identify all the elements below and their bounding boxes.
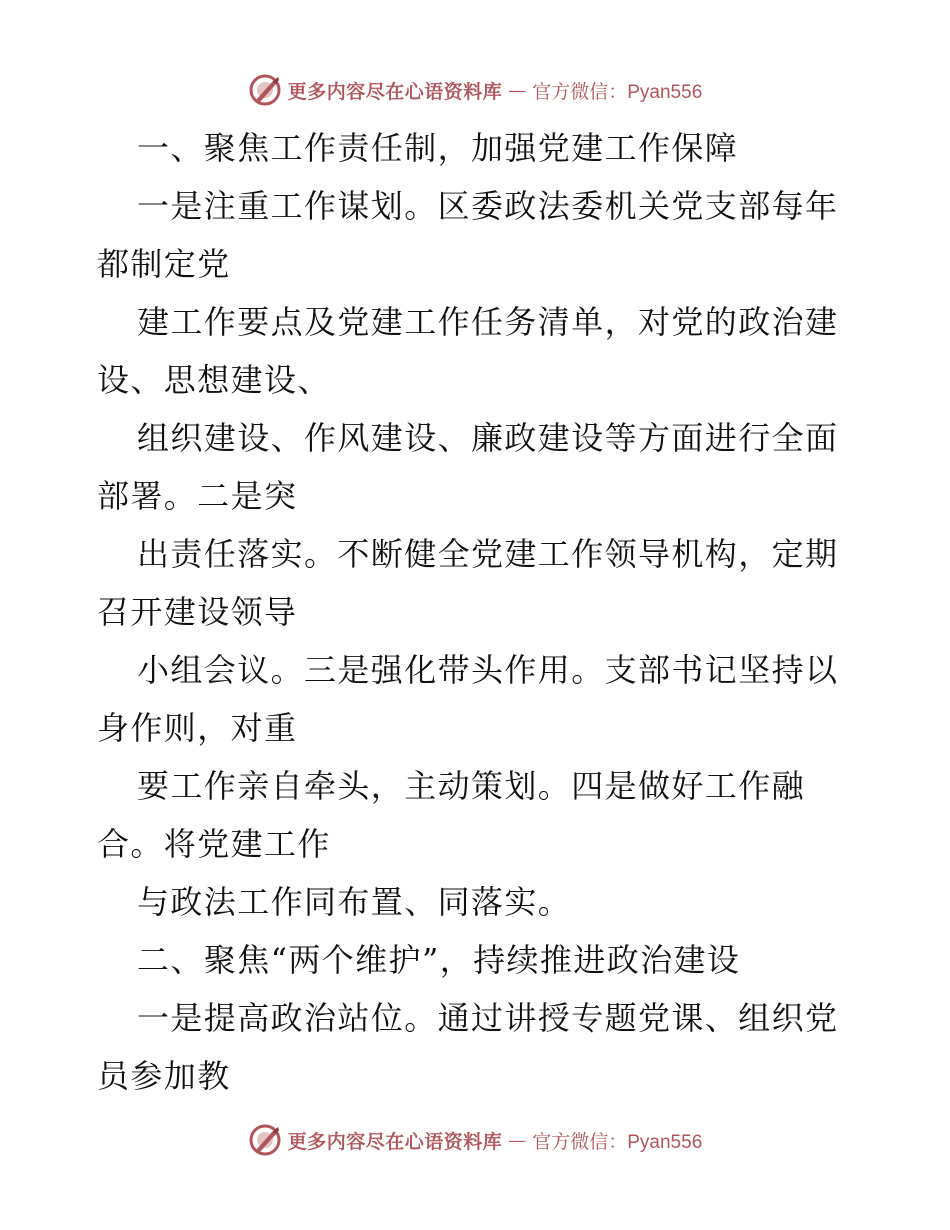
header-banner-separator: — <box>508 79 527 101</box>
footer-banner-text: 更多内容尽在心语资料库 <box>287 1130 503 1153</box>
paragraph-line: 员参加教 <box>97 1057 231 1095</box>
footer-banner-contact: 官方微信：Pyan556 <box>532 1131 703 1153</box>
paragraph-line: 一是提高政治站位。通过讲授专题党课、组织党 <box>137 999 839 1037</box>
heading-1: 一、聚焦工作责任制，加强党建工作保障 <box>137 129 739 167</box>
paragraph-line: 要工作亲自牵头，主动策划。四是做好工作融 <box>137 767 806 805</box>
header-banner-contact: 官方微信：Pyan556 <box>532 81 703 103</box>
paragraph-line: 身作则，对重 <box>97 709 298 747</box>
footer-banner-separator: — <box>508 1129 527 1151</box>
paragraph-line: 都制定党 <box>97 245 231 283</box>
paragraph-line: 召开建设领导 <box>97 593 298 631</box>
paragraph-line: 合。将党建工作 <box>97 825 331 863</box>
header-banner-text: 更多内容尽在心语资料库 <box>287 80 503 103</box>
paragraph-line: 建工作要点及党建工作任务清单，对党的政治建 <box>137 303 839 341</box>
paragraph-line: 设、思想建设、 <box>97 361 331 399</box>
pen-logo-icon <box>248 1123 282 1157</box>
paragraph-line: 部署。二是突 <box>97 477 298 515</box>
footer-banner <box>0 1120 950 1160</box>
header-banner <box>0 70 950 110</box>
pen-logo-icon <box>248 73 282 107</box>
paragraph-line: 组织建设、作风建设、廉政建设等方面进行全面 <box>137 419 839 457</box>
paragraph-line: 一是注重工作谋划。区委政法委机关党支部每年 <box>137 187 839 225</box>
paragraph-line: 与政法工作同布置、同落实。 <box>137 883 572 921</box>
paragraph-line: 小组会议。三是强化带头作用。支部书记坚持以 <box>137 651 839 689</box>
heading-2: 二、聚焦“两个维护”，持续推进政治建设 <box>137 941 741 979</box>
paragraph-line: 出责任落实。不断健全党建工作领导机构，定期 <box>137 535 839 573</box>
